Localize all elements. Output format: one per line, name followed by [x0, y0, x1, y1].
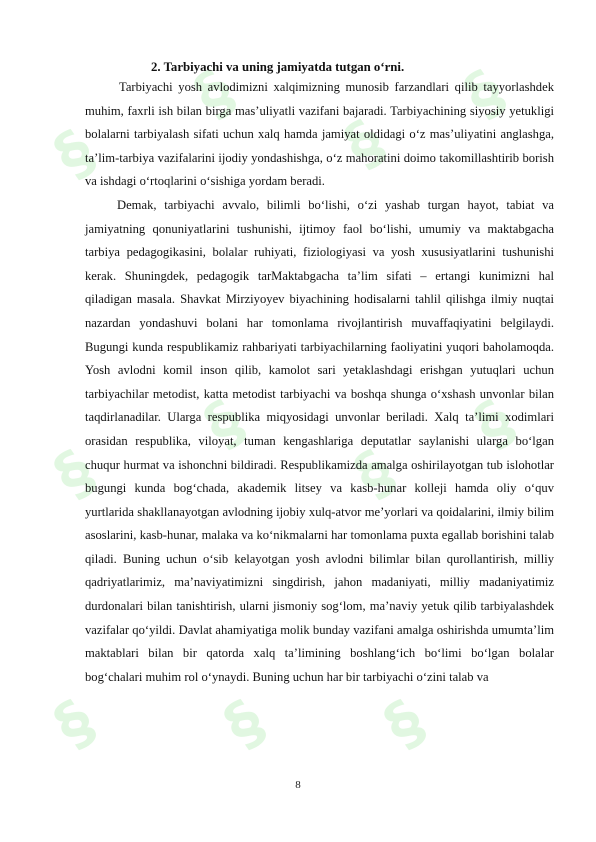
watermark-mark: § [332, 108, 394, 182]
watermark-mark: § [342, 438, 404, 512]
section-heading: 2. Tarbiyachi va uning jamiyatda tutgan o‘rni. [151, 60, 405, 74]
watermark-mark: § [42, 118, 104, 192]
page-number: 8 [295, 779, 301, 791]
watermark-mark: § [42, 688, 104, 762]
watermark-mark: § [192, 388, 254, 462]
paragraph-1: Tarbiyachi yosh avlodimizni xalqimizning munosib farzandlari qilib tayyorlashdek muhim, faxrli ish bilan birga mas’uliyatli vazifani bajaradi. Tarbiyachining siyosiy yetukligi bolalarni tarbiyalash sifati uchun xalq hamda jamiyat oldidagi o‘z mas’uliyatini anglashga, ta’lim-tarbiya vazifalarini ijodiy yondashishga, o‘z mahoratini doimo takomillashtirib borish va ishdagi o‘rtoqlarini o‘sishiga yordam beradi. [85, 80, 554, 189]
watermark-mark: § [462, 388, 524, 462]
watermark-mark: § [452, 58, 514, 132]
watermark-mark: § [182, 58, 244, 132]
paragraph-2: Demak, tarbiyachi avvalo, bilimli bo‘lishi, o‘zi yashab turgan hayot, tabiat va jamiyatning qonuniyatlarini tushunishi, ijtimoy faol bo‘lishi, umumiy va maktabgacha tarbiya pedagogikasini, bolalar ruhiyati, fiziologiyasi va yosh xususiyatlarini tushunishi kerak. Shuningdek, pedagogik tarMaktabgacha ta’lim sifati – ertangi kunimizni hal qiladigan masala. Shavkat Mirziyoyev biyachining hodisalarni tahlil qilishga ilmiy nuqtai nazardan yondashuvi bolani har tomonlama rivojlantirish muvaffaqiyatini belgilaydi. Bugungi kunda respublikamiz rahbariyati tarbiyachilarning faoliyatini yuqori baholamoqda. Yosh avlodni komil inson qilib, kamolot sari yetaklashdagi erishgan yutuqlari uchun tarbiyachilar metodist, katta metodist tarbiyachi va boshqa shunga o‘xshash unvonlar bilan taqdirlanadilar. Ularga respublika miqyosidagi unvonlar beriladi. Xalq ta’limi xodimlari orasidan respublika, viloyat, tuman kengashlariga deputatlar saylanishi ularga bo‘lgan chuqur hurmat va ishonchni bildiradi. Respublikamizda amalga oshirilayotgan tub islohotlar bugungi kunda bog‘chada, akademik litsey va kasb-hunar kolleji hamda oliy o‘quv yurtlarida shakllanayotgan avlodning ijobiy xulq-atvor me’yorlari va qoidalarini, ilmiy bilim asoslarini, kasb-hunar, malaka va ko‘nikmalarni har tomonlama puxta egallab borishini talab qiladi. Buning uchun o‘sib kelayotgan yosh avlodni bilimlar bilan qurollantirish, milliy qadriyatlarimiz, ma’naviyatimizni singdirish, jahon madaniyati, milliy madaniyatimiz durdonalari bilan tanishtirish, ularni jismoniy sog‘lom, ma’naviy yetuk qilib tarbiyalashdek vazifalar qo‘yildi. Davlat ahamiyatiga molik bunday vazifani amalga oshirishda umumta’lim maktablari bilan bir qatorda xalq ta’limining boshlang‘ich bo‘limi bo‘lgan bolalar bog‘chalari muhim rol o‘ynaydi. Buning uchun har bir tarbiyachi o‘zini talab va [85, 197, 554, 684]
watermark-mark: § [42, 438, 104, 512]
watermark-mark: § [212, 688, 274, 762]
watermark-mark: § [372, 688, 434, 762]
document-body [85, 58, 554, 689]
